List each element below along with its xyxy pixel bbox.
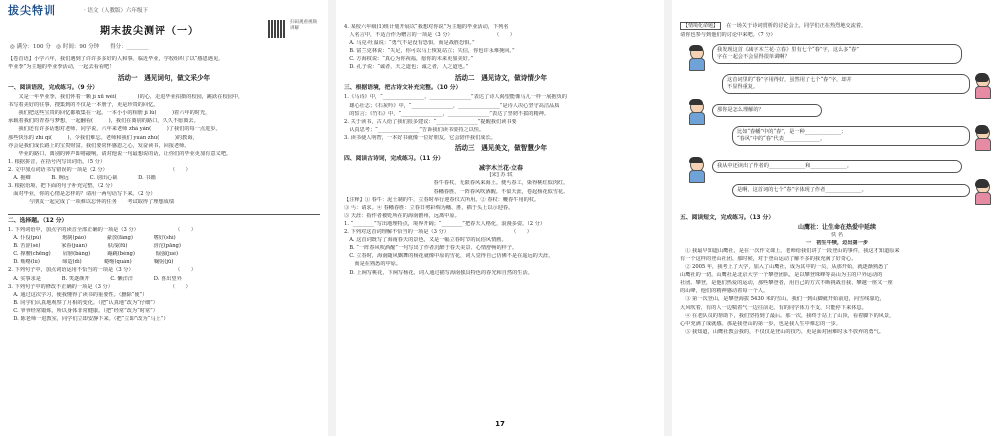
question-line: 1.《马诗》中，“________________，________________”表达了诗人渴望能像马儿一样一展抱负的 <box>344 94 567 101</box>
qr-code-icon[interactable] <box>268 20 286 38</box>
question-line: B. “一阵春风吹酒醒”一句写出了作者沉醉于春天美景、心情舒畅的样子。 <box>344 245 518 252</box>
article-line: ⑤ 我知道，山鹰社教会我的，不仅仅是登山的技巧，更是面对困难时永不放弃的勇气。 <box>680 328 884 335</box>
question-line: 认真思考；“________________”告诉我们读书要持之以恒。 <box>344 126 485 133</box>
activity-heading: 活动二 遇见诗文，做诗情少年 <box>454 73 548 82</box>
column-left <box>0 0 326 436</box>
poem-title: 减字木兰花·立春 <box>478 164 524 172</box>
question-line: A. 仆役(pú) 炮制(páo) 豪放(fàng) 嗜好(shì) <box>8 235 176 242</box>
poem-line: 春牛春杖，无限春风来海上。便丐春工，染得桃红似肉红。 <box>433 180 569 187</box>
qr-caption: 扫码观看视频讲解 <box>290 20 317 31</box>
article-line: 山鹰社的一切。山鹰社是北京大学一个攀登团队，是以攀登珠峰等高山为主的户外运动的 <box>680 272 883 279</box>
passage-line: 亦会是我们成长路上的宝贵财富。我们要常怀感恩之心，发奋读书，回报老师。 <box>8 142 190 149</box>
question-line: C. 撑腰(chēng) 肩膀(bǎng) 蹦跳(bèng) 倔强(jué) <box>8 251 179 258</box>
question-line: 人名言中，不适合作为赠言的一项是（3 分） （ ） <box>344 32 515 39</box>
column-middle <box>336 0 664 436</box>
story-line: 请你也参与到他们的讨论中来吧。（7 分） <box>680 31 776 38</box>
answer-line[interactable] <box>8 208 320 215</box>
intro-line: 【卷首语】小学六年，我们遇到了许许多多好的人和事。临近毕业，学校组织了以“感恩遇见， <box>8 56 224 62</box>
article-author: 佚 名 <box>830 231 844 238</box>
question-line: A. 实事求是 B. 笑逐颜开 C. 懒洋洋 D. 喜出望外 <box>8 275 182 282</box>
story-intro <box>680 22 994 40</box>
scenario-tag: 【情境化命题】 <box>680 22 721 30</box>
question-line: C. 方海权说：“真心为你祝福，愿你的未来更加美好。” <box>344 56 474 63</box>
student-avatar <box>972 74 992 98</box>
article-line: 社团。攀登，是他们热爱的运动，那些攀登者，用自己的方式不断挑战自我，攀越一座又一座 <box>680 280 893 287</box>
left-content <box>8 56 320 324</box>
speech-bubble: 这首词里的“春”字用得好，虽然用了七个“春”字，却并 不显得重复。 <box>722 74 970 94</box>
article-line: ④ 在老队员的帮助下，我们坚持到了最后。那一次，我终于站上了山顶，看着脚下的风景， <box>680 312 895 319</box>
question-line: 1. 根据拼音，在括号内写出词语。（5 分） <box>8 158 106 165</box>
section-heading: 二、选择题。（12 分） <box>8 217 68 224</box>
article-line: 有一个这样的登山社团。那时候，对于登山运动了解不多的我充满了好奇心。 <box>680 256 857 263</box>
student-avatar <box>686 46 706 70</box>
student-avatar <box>686 158 706 182</box>
question-line: 而是在熟悉的中原。 <box>344 261 402 268</box>
article-line: 心中充满了成就感。那是我登山的第一步，也是我人生中难忘的一步。 <box>680 320 841 327</box>
middle-content <box>344 24 658 278</box>
question-line: 面对毕业，你的心情是怎样的？请用一两句话写下来。（2 分） <box>8 191 156 198</box>
note-line: ③ 丐：请求。④ 春幡春胜：立春日剪彩绸为幡、胜，插于头上以示迎春。 <box>344 204 514 211</box>
passage-line: 又是一年毕业季，我们怀着一颗 jì xū wéi( )的心，走进毕业拍摄的校园，跳跃在校园中， <box>8 94 244 101</box>
question-line: 雄心壮志；《石灰吟》中，“________________，________________”是诗人决心坚守高洁品质 <box>344 102 560 109</box>
question-line: 2. 下列对这首词理解不恰当的一项是（3 分） （ ） <box>344 229 532 236</box>
article-line: 的山峰，他们的精神感动着每一个人。 <box>680 288 769 295</box>
passage-line: 我们把这些宝贵的回忆都收集在一起。一本小小的相册 jì lù( )着六年的时光， <box>8 110 211 117</box>
page-gutter <box>664 0 672 436</box>
question-line: C. 立春时，海南随风飘舞的杨花就像中原的雪花，词人觉得自己仿佛不是在遥远的天涯， <box>344 253 554 260</box>
speech-bubble: 我从中还读出了作者的______________和______________。 <box>712 160 962 173</box>
brand-subtitle: · 语文（人教版）六年级下 <box>84 8 148 14</box>
article-line: ② 2005 年，我考上了大学，加入了山鹰社，成为其中的一员，从那开始，就逐渐熟悉了 <box>680 264 889 271</box>
question-line: 1. 下列词语中，加点字的读音全部正确的一项是（3 分） （ ） <box>8 227 196 234</box>
poem-author: [宋] 苏 轼 <box>489 172 513 179</box>
passage-line: 书写着美好的往事，搜集到的不仅是一本册子，更是珍贵的回忆。 <box>8 102 159 109</box>
student-avatar <box>972 180 992 204</box>
question-line: 4. 某校六年级(1)班计划开展以“我想对你说”为主题的毕业活动，下列名 <box>344 24 509 30</box>
intro-line: 毕业季”为主题的毕业季活动，一起去看看吧！ <box>8 64 115 71</box>
story-line: 在一场关于诗词赏析的讨论会上，同学们正在热烈地交流着， <box>721 23 867 29</box>
section-heading: 一、阅读语段，完成练习。（9 分） <box>8 84 99 91</box>
question-line: D. 上阕写桃花，下阕写杨花，词人通过描写海南独具特色的春光和自然的生活。 <box>344 269 533 276</box>
question-line: 2. 文中加点词语书写错误的一项是（2 分） （ ） <box>8 166 191 173</box>
column-right <box>672 0 1000 436</box>
passage-line: 那些快乐的 zhì qì( )，令我们难忘。老师和我们 yuán zhù( )的教诲， <box>8 134 198 141</box>
note-line: ⑤ 天涯：指作者被贬所在的海南儋州，远离中原。 <box>344 212 460 219</box>
activity-heading: 活动一 遇见词句，做文采少年 <box>117 73 211 82</box>
passage-line: 承载着我们的青春与梦想，一起翻看( )，我们在离别的路口，久久不愿离去。 <box>8 118 199 125</box>
question-line: 3. 读书使人明智，一本好书就像一位好朋友，它会陪伴我们成长。 <box>344 134 496 141</box>
question-line: A. 拖卿 B. 婉远 C. 别出心裁 D. 书籍 <box>8 175 156 181</box>
article-line: 大风吹着，有的人一边喘着气一边往前走。有的同学体力不支，只能停下来休息。 <box>680 304 867 311</box>
question-line: B. 富兰克林说：“失足，你可以马上恢复站立；失信，你也许永难挽回。” <box>344 48 515 55</box>
brand-logo: 拔尖特训 <box>8 4 56 17</box>
score-line: ◎ 满分：100 分 ◎ 时间：90 分钟 得分：________ <box>10 44 149 50</box>
poem-line: 春幡春胜，一阵春风吹酒醒。不似天涯，卷起杨花似雪花。 <box>433 188 569 195</box>
section-heading: 五、阅读短文，完成练习。（13 分） <box>680 215 775 221</box>
question-line: 2. 关于读书，古人给了我们很多建议：“________________”提醒我们读书要 <box>344 118 517 125</box>
exam-title: 期末拔尖测评（一） <box>100 26 199 37</box>
question-line: B. 苦涩(sè) 家眷(juàn) 肤浅(fū) 滂沱(pāng) <box>8 243 181 250</box>
speech-bubble: 是啊，这首词的七个“春”字体现了作者______________。 <box>732 184 970 197</box>
question-line: A. 马克·吐温说：“勇气不是没有恐惧，而是战胜恐惧。” <box>344 40 475 47</box>
student-avatar <box>972 126 992 150</box>
article-title: 山鹰社：让生命在热爱中延续 <box>797 224 876 232</box>
question-line: 的誓言；《竹石》中，“________________，________________”表达了坚韧不拔的精神。 <box>344 110 550 117</box>
article-line: ① 我最早知道山鹰社，是在一次作文课上，老师给我们讲了一段登山的事件，我这才知道原来 <box>680 247 900 254</box>
section-heading: 四、阅读古诗词，完成练习。（11 分） <box>344 155 444 162</box>
question-line: 与朋友一起完成了一项难以忘怀的任务 考试取得了理想成绩 <box>8 199 175 206</box>
speech-bubble: 那你是怎么理解的？ <box>712 104 822 117</box>
passage-line: 我们还有许多话想对老师、同学说，六年来老师 zhà yǎn( )了我们的每一点进步。 <box>8 126 221 133</box>
question-line: C. 爷爷经常锻炼，所以身体非常健康。（把“经常”改为“时常”） <box>8 307 158 314</box>
question-line: A. 这首词既写了海南春天的景色，又是一幅立春时节的民俗风情画。 <box>344 237 507 244</box>
question-line: D. 孔子说：“诚者，天之道也；诚之者，人之道也。” <box>344 64 469 71</box>
student-avatar <box>686 100 706 124</box>
question-line: D. 贿赂(lù) 缔造(dì) 蜷缩(quán) 鞠躬(jū) <box>8 259 174 266</box>
question-line: A. 通过这次学习，使我懂得了读书的重要性。（删除“使”） <box>8 291 148 298</box>
speech-bubble: 比如“春幡”中的“春”，是一种______________； “春风”中的“春”代表______________。 <box>732 126 970 146</box>
question-line: 3. 根据语境，把下面的句子补充完整。（2 分） <box>8 183 116 190</box>
question-line: 2. 下列句子中，加点词语运用不恰当的一项是（3 分） （ ） <box>8 267 196 274</box>
speech-bubble: 我发现这首《减字木兰花·立春》里有七个“春”字，这么多“春” 字在一起会不会显得很单调啊？ <box>712 44 962 64</box>
question-line: 1. “________”写出地理特点，境界开阔；“________”把春天人格化，浪漫多姿。（2 分） <box>344 220 546 227</box>
article-subheading: 一 初生牛犊，迈出第一步 <box>805 239 869 246</box>
question-line: 3. 下列句子中的修改不正确的一项是（3 分） （ ） <box>8 283 191 290</box>
activity-heading: 活动三 遇见美文，做智慧少年 <box>454 144 548 153</box>
page-gutter <box>328 0 336 436</box>
page-number: 17 <box>495 420 505 428</box>
question-line: B. 同学们认真地观察了月相的变化。（把“认真地”改为“仔细”） <box>8 299 158 306</box>
note-line: 【注释】① 春牛：泥土制的牛，立春时举行迎春仪式所用。② 春杖：鞭春牛用的杖。 <box>344 196 540 203</box>
reading-section <box>680 212 994 337</box>
article-line: ③ 第一次登山，是攀登海拔 5430 米的雪山。我们一到山脚就开始前进，向雪线靠近， <box>680 296 885 303</box>
section-heading: 三、根据语境，把古诗文补充完整。（10 分） <box>344 85 462 92</box>
question-line: D. 陈老师一进教室，同学们立即安静下来。（把“立即”改为“马上”） <box>8 316 169 323</box>
passage-line: 毕业的路口，离别的钟声即将敲响，请对他说一句最想说的话，让你们的毕业更加有意义吧。 <box>8 150 232 157</box>
